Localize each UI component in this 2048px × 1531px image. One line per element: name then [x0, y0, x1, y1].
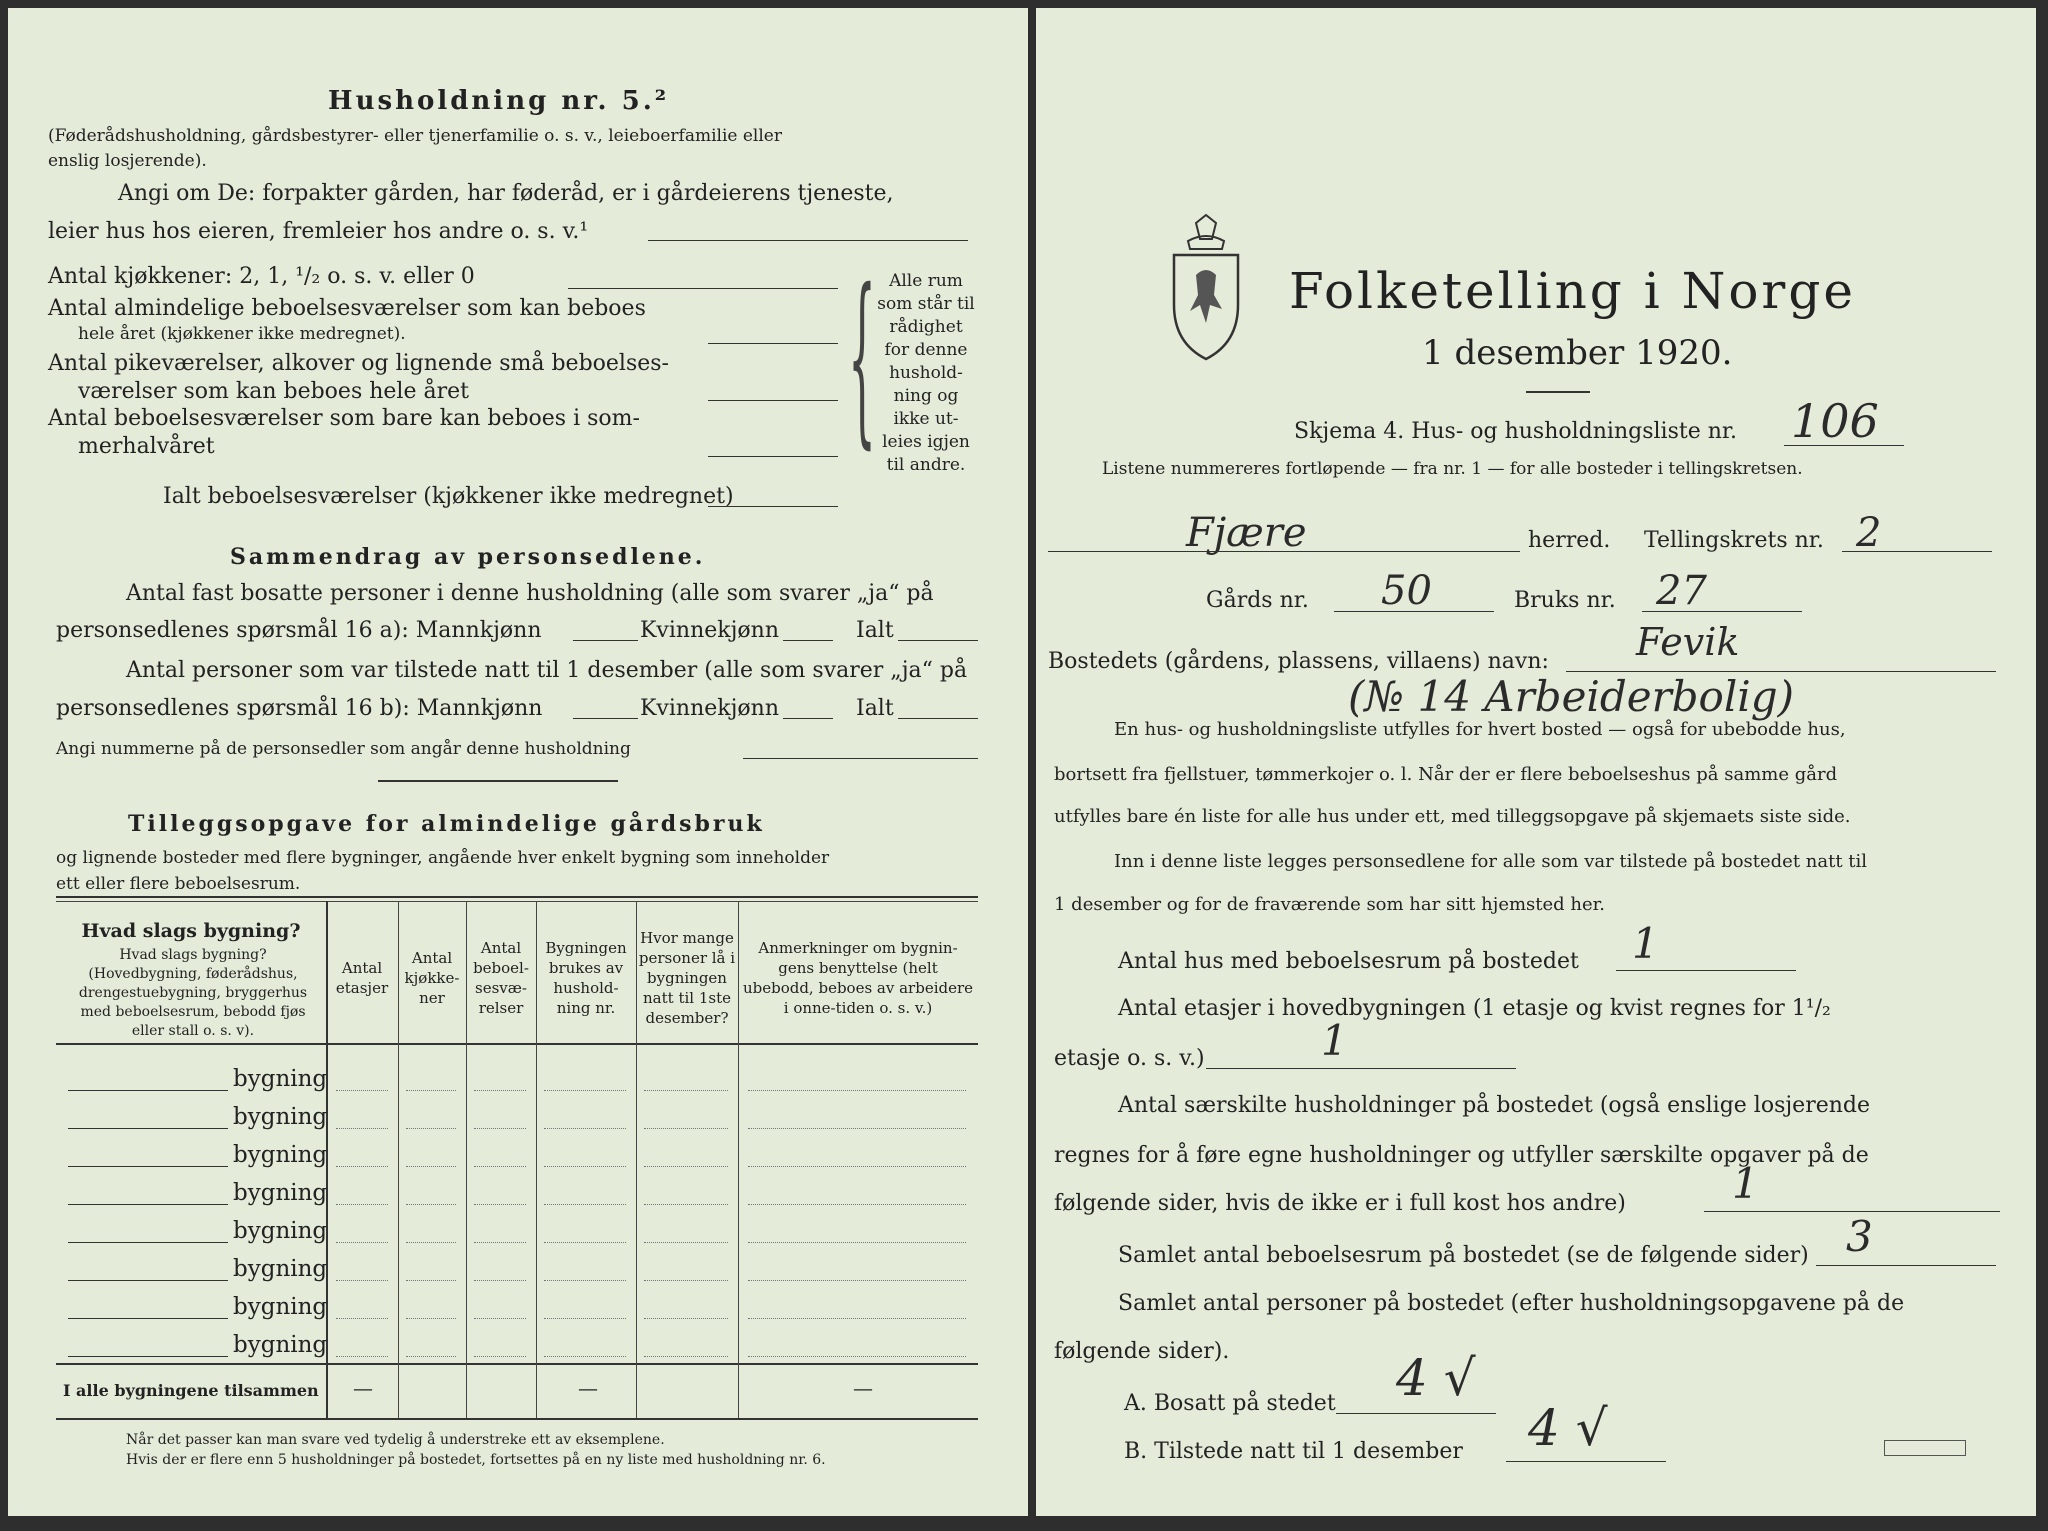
- building-row-line: [68, 1242, 228, 1243]
- table-top-border: [56, 896, 978, 898]
- column-header-building-title: Hvad slags bygning?: [81, 920, 301, 942]
- small-rooms-label-2: værelser som kan beboes hele året: [78, 379, 469, 404]
- total-value: —: [853, 1376, 873, 1400]
- building-row-cell: [644, 1280, 728, 1281]
- building-row-cell: [544, 1128, 626, 1129]
- dwelling-name-value: Fevik: [1636, 620, 1740, 664]
- floors-label-2: etasje o. s. v.): [1054, 1046, 1205, 1071]
- answer-line: [708, 400, 838, 401]
- building-row-cell: [336, 1204, 388, 1205]
- footnote-1: Når det passer kan man svare ved tydelig å understreke ett av eksemplene.: [126, 1432, 665, 1448]
- table-header-border: [56, 1043, 978, 1045]
- answer-line: [898, 718, 978, 719]
- dwelling-name-detail: (№ 14 Arbeiderbolig): [1348, 672, 1794, 721]
- supplement-line-1: og lignende bosteder med flere bygninger, angående hver enkelt bygning som inneholder: [56, 848, 830, 868]
- side-note-line: ikke ut-: [893, 409, 959, 429]
- brace: {: [848, 253, 876, 468]
- census-district-value: 2: [1856, 510, 1882, 556]
- column-header-remarks: Anmerkninger om bygnin-gens benyttelse (helt ubebodd, beboes av arbeidere i onne-tiden o. s. v.): [742, 939, 974, 1017]
- table-column-divider: [636, 901, 637, 1418]
- building-row-cell: [544, 1356, 626, 1357]
- building-row-cell: [406, 1204, 456, 1205]
- answer-line: [708, 343, 838, 344]
- resident-value: 4 √: [1396, 1349, 1476, 1407]
- rooms-label-2: hele året (kjøkkener ikke medregnet).: [78, 324, 406, 344]
- summary-line-1: Antal fast bosatte personer i denne husholdning (alle som svarer „ja“ på: [126, 581, 934, 606]
- building-row-cell: [474, 1166, 526, 1167]
- column-header-persons: Hvor mange personer lå i bygningen natt til 1ste desember?: [638, 929, 736, 1027]
- herred-label: herred.: [1528, 528, 1611, 553]
- building-row-line: [68, 1090, 228, 1091]
- side-note: [866, 270, 986, 477]
- summary-line-2: personsedlenes spørsmål 16 a): Mannkjønn: [56, 618, 542, 643]
- building-row-cell: [544, 1242, 626, 1243]
- answer-line: [898, 640, 978, 641]
- kitchens-label: Antal kjøkkener: 2, 1, ¹/₂ o. s. v. eller 0: [48, 264, 475, 289]
- farm-number-value: 50: [1381, 568, 1432, 614]
- building-row-cell: [644, 1356, 728, 1357]
- answer-line: [573, 640, 638, 641]
- summary-female-label: Kvinnekjønn: [640, 618, 779, 643]
- building-row-line: [68, 1318, 228, 1319]
- side-note-line: for denne: [884, 340, 968, 360]
- table-top-border: [56, 901, 978, 902]
- building-row-label: bygning: [233, 1218, 328, 1244]
- persons-label-1: Samlet antal personer på bostedet (efter husholdningsopgavene på de: [1118, 1291, 1905, 1316]
- building-row-cell: [544, 1318, 626, 1319]
- building-row-cell: [644, 1204, 728, 1205]
- answer-line: [708, 456, 838, 457]
- table-column-divider: [398, 901, 399, 1418]
- table-column-divider: [536, 901, 537, 1418]
- column-header-building-desc: Hvad slags bygning? (Hovedbygning, føderådshus, drengestuebygning, bryggerhus med beboelsesrum, bebodd fjøs eller stall o. s. v).: [78, 947, 308, 1039]
- answer-line: [1334, 611, 1494, 612]
- floors-value: 1: [1321, 1016, 1348, 1065]
- total-value: —: [578, 1376, 598, 1400]
- census-date: 1 desember 1920.: [1422, 333, 1733, 373]
- building-row-cell: [474, 1318, 526, 1319]
- right-page: [1036, 8, 2036, 1516]
- building-row-line: [68, 1356, 228, 1357]
- census-district-label: Tellingskrets nr.: [1644, 528, 1824, 553]
- building-row-cell: [644, 1242, 728, 1243]
- household-question-1: Angi om De: forpakter gården, har føderåd, er i gårdeierens tjeneste,: [118, 181, 894, 206]
- instruction-3: utfylles bare én liste for alle hus under ett, med tilleggsopgave på skjemaets siste side.: [1054, 806, 1851, 827]
- answer-line: [648, 240, 968, 241]
- answer-line: [1642, 611, 1802, 612]
- total-row-label: I alle bygningene tilsammen: [63, 1381, 319, 1400]
- building-row-cell: [336, 1166, 388, 1167]
- total-rooms-label: Samlet antal beboelsesrum på bostedet (se de følgende sider): [1118, 1243, 1809, 1268]
- summer-rooms-label-2: merhalvåret: [78, 434, 215, 459]
- coat-of-arms-icon: [1166, 213, 1246, 363]
- building-row-cell: [544, 1166, 626, 1167]
- table-column-divider: [466, 901, 467, 1418]
- instruction-5: 1 desember og for de fraværende som har sitt hjemsted her.: [1054, 894, 1605, 915]
- building-row-cell: [406, 1280, 456, 1281]
- dwelling-name-label: Bostedets (gårdens, plassens, villaens) navn:: [1048, 649, 1549, 674]
- total-value: —: [353, 1376, 373, 1400]
- building-row-cell: [406, 1318, 456, 1319]
- summary-line-4: personsedlenes spørsmål 16 b): Mannkjønn: [56, 696, 543, 721]
- column-header-floors: Antal etasjer: [335, 959, 389, 997]
- summary-title: Sammendrag av personsedlene.: [230, 544, 706, 570]
- side-note-line: som står til: [877, 294, 975, 314]
- building-row-label: bygning: [233, 1104, 328, 1130]
- side-note-line: hushold-: [889, 363, 963, 383]
- side-note-line: ning og: [893, 386, 959, 406]
- building-row-cell: [336, 1242, 388, 1243]
- building-row-cell: [406, 1356, 456, 1357]
- building-row-cell: [748, 1090, 966, 1091]
- answer-line: [1842, 551, 1992, 552]
- answer-line: [1506, 1461, 1666, 1462]
- building-row-cell: [644, 1318, 728, 1319]
- building-row-cell: [406, 1090, 456, 1091]
- houses-label: Antal hus med beboelsesrum på bostedet: [1118, 949, 1579, 974]
- present-value: 4 √: [1528, 1399, 1608, 1457]
- building-row-line: [68, 1204, 228, 1205]
- household-title: Husholdning nr. 5.²: [328, 86, 670, 116]
- answer-line: [573, 718, 638, 719]
- total-rooms-label: Ialt beboelsesværelser (kjøkkener ikke medregnet): [163, 484, 734, 509]
- building-row-cell: [544, 1280, 626, 1281]
- column-header-building: [60, 918, 322, 944]
- left-page: [8, 8, 1028, 1516]
- answer-line: [568, 288, 838, 289]
- side-note-line: rådighet: [889, 317, 963, 337]
- instruction-2: bortsett fra fjellstuer, tømmerkojer o. l. Når der er flere beboelseshus på samme gård: [1054, 764, 1838, 785]
- building-row-cell: [336, 1128, 388, 1129]
- building-row-label: bygning: [233, 1066, 328, 1092]
- persons-label-2: følgende sider).: [1054, 1339, 1230, 1364]
- building-row-cell: [544, 1204, 626, 1205]
- column-header-kitchens: Antal kjøkke-ner: [404, 949, 460, 1007]
- building-row-cell: [336, 1090, 388, 1091]
- summer-rooms-label-1: Antal beboelsesværelser som bare kan beboes i som-: [48, 406, 640, 431]
- building-row-cell: [474, 1204, 526, 1205]
- building-row-cell: [474, 1242, 526, 1243]
- supplement-line-2: ett eller flere beboelsesrum.: [56, 874, 301, 894]
- answer-line: [783, 640, 833, 641]
- small-rooms-label-1: Antal pikeværelser, alkover og lignende små beboelses-: [48, 351, 669, 376]
- household-question-2: leier hus hos eieren, fremleier hos andre o. s. v.¹: [48, 219, 589, 244]
- total-rooms-value: 3: [1846, 1212, 1873, 1261]
- table-bottom-border: [56, 1418, 978, 1420]
- use-number-value: 27: [1656, 568, 1707, 614]
- houses-value: 1: [1632, 919, 1659, 968]
- households-value: 1: [1732, 1159, 1759, 1208]
- instruction-1: En hus- og husholdningsliste utfylles for hvert bosted — også for ubebodde hus,: [1114, 719, 1846, 740]
- table-column-divider: [738, 901, 739, 1418]
- column-header-household: Bygningen brukes av hushold-ning nr.: [545, 939, 627, 1017]
- households-label-3: følgende sider, hvis de ikke er i full kost hos andre): [1054, 1191, 1626, 1216]
- building-row-cell: [748, 1242, 966, 1243]
- building-row-label: bygning: [233, 1294, 328, 1320]
- building-row-cell: [644, 1090, 728, 1091]
- summary-total-label: Ialt: [856, 618, 894, 643]
- household-note-2: enslig losjerende).: [48, 151, 207, 171]
- herred-value: Fjære: [1186, 510, 1307, 556]
- summary-total-label: Ialt: [856, 696, 894, 721]
- building-row-cell: [336, 1356, 388, 1357]
- rooms-label-1: Antal almindelige beboelsesværelser som kan beboes: [48, 296, 646, 321]
- side-note-line: til andre.: [886, 455, 966, 475]
- answer-line: [1336, 1413, 1496, 1414]
- table-total-border: [56, 1363, 978, 1365]
- answer-line: [1784, 445, 1904, 446]
- building-row-line: [68, 1166, 228, 1167]
- instruction-4: Inn i denne liste legges personsedlene for alle som var tilstede på bostedet natt til: [1114, 851, 1868, 872]
- use-number-label: Bruks nr.: [1514, 588, 1616, 613]
- building-row-label: bygning: [233, 1142, 328, 1168]
- side-note-line: leies igjen: [882, 432, 970, 452]
- building-row-cell: [644, 1166, 728, 1167]
- side-note-line: Alle rum: [889, 271, 963, 291]
- building-row-label: bygning: [233, 1332, 328, 1358]
- answer-line: [1616, 970, 1796, 971]
- building-row-cell: [644, 1128, 728, 1129]
- building-row-cell: [406, 1166, 456, 1167]
- building-row-cell: [748, 1318, 966, 1319]
- building-row-cell: [406, 1128, 456, 1129]
- schema-label: Skjema 4. Hus- og husholdningsliste nr.: [1294, 419, 1737, 444]
- divider: [1526, 391, 1590, 393]
- building-row-cell: [474, 1356, 526, 1357]
- building-row-label: bygning: [233, 1180, 328, 1206]
- answer-line: [1816, 1265, 1996, 1266]
- answer-line: [743, 758, 978, 759]
- building-row-cell: [336, 1318, 388, 1319]
- summary-female-label: Kvinnekjønn: [640, 696, 779, 721]
- column-header-rooms: Antal beboel-sesvæ-relser: [473, 939, 529, 1017]
- summary-line-5: Angi nummerne på de personsedler som angår denne husholdning: [56, 739, 631, 759]
- building-row-line: [68, 1280, 228, 1281]
- building-row-cell: [474, 1090, 526, 1091]
- answer-line: [1048, 551, 1520, 552]
- answer-line: [1206, 1068, 1516, 1069]
- building-row-cell: [748, 1356, 966, 1357]
- building-row-cell: [474, 1128, 526, 1129]
- building-row-cell: [406, 1242, 456, 1243]
- answer-line: [708, 506, 838, 507]
- resident-label: A. Bosatt på stedet: [1124, 1391, 1336, 1416]
- household-note-1: (Føderådshusholdning, gårdsbestyrer- eller tjenerfamilie o. s. v., leieboerfamilie eller: [48, 126, 782, 146]
- printer-stamp: [1884, 1440, 1966, 1456]
- building-row-cell: [474, 1280, 526, 1281]
- building-row-cell: [748, 1280, 966, 1281]
- page-title: Folketelling i Norge: [1289, 262, 1856, 320]
- present-label: B. Tilstede natt til 1 desember: [1124, 1439, 1463, 1464]
- numbering-note: Listene nummereres fortløpende — fra nr. 1 — for alle bosteder i tellingskretsen.: [1102, 459, 1803, 479]
- supplement-title: Tilleggsopgave for almindelige gårdsbruk: [128, 811, 765, 837]
- floors-label-1: Antal etasjer i hovedbygningen (1 etasje og kvist regnes for 1¹/₂: [1118, 996, 1831, 1021]
- answer-line: [783, 718, 833, 719]
- footnote-2: Hvis der er flere enn 5 husholdninger på bostedet, fortsettes på en ny liste med husholdning nr. 6.: [126, 1452, 826, 1468]
- schema-number: 106: [1791, 394, 1879, 448]
- households-label-2: regnes for å føre egne husholdninger og utfyller særskilte opgaver på de: [1054, 1143, 1869, 1168]
- building-row-cell: [544, 1090, 626, 1091]
- building-row-cell: [336, 1280, 388, 1281]
- farm-number-label: Gårds nr.: [1206, 588, 1309, 613]
- building-row-cell: [748, 1204, 966, 1205]
- summary-line-3: Antal personer som var tilstede natt til 1 desember (alle som svarer „ja“ på: [126, 658, 968, 683]
- building-row-label: bygning: [233, 1256, 328, 1282]
- building-row-cell: [748, 1128, 966, 1129]
- building-row-cell: [748, 1166, 966, 1167]
- building-row-line: [68, 1128, 228, 1129]
- divider: [378, 780, 618, 782]
- households-label-1: Antal særskilte husholdninger på bostedet (også enslige losjerende: [1118, 1093, 1871, 1118]
